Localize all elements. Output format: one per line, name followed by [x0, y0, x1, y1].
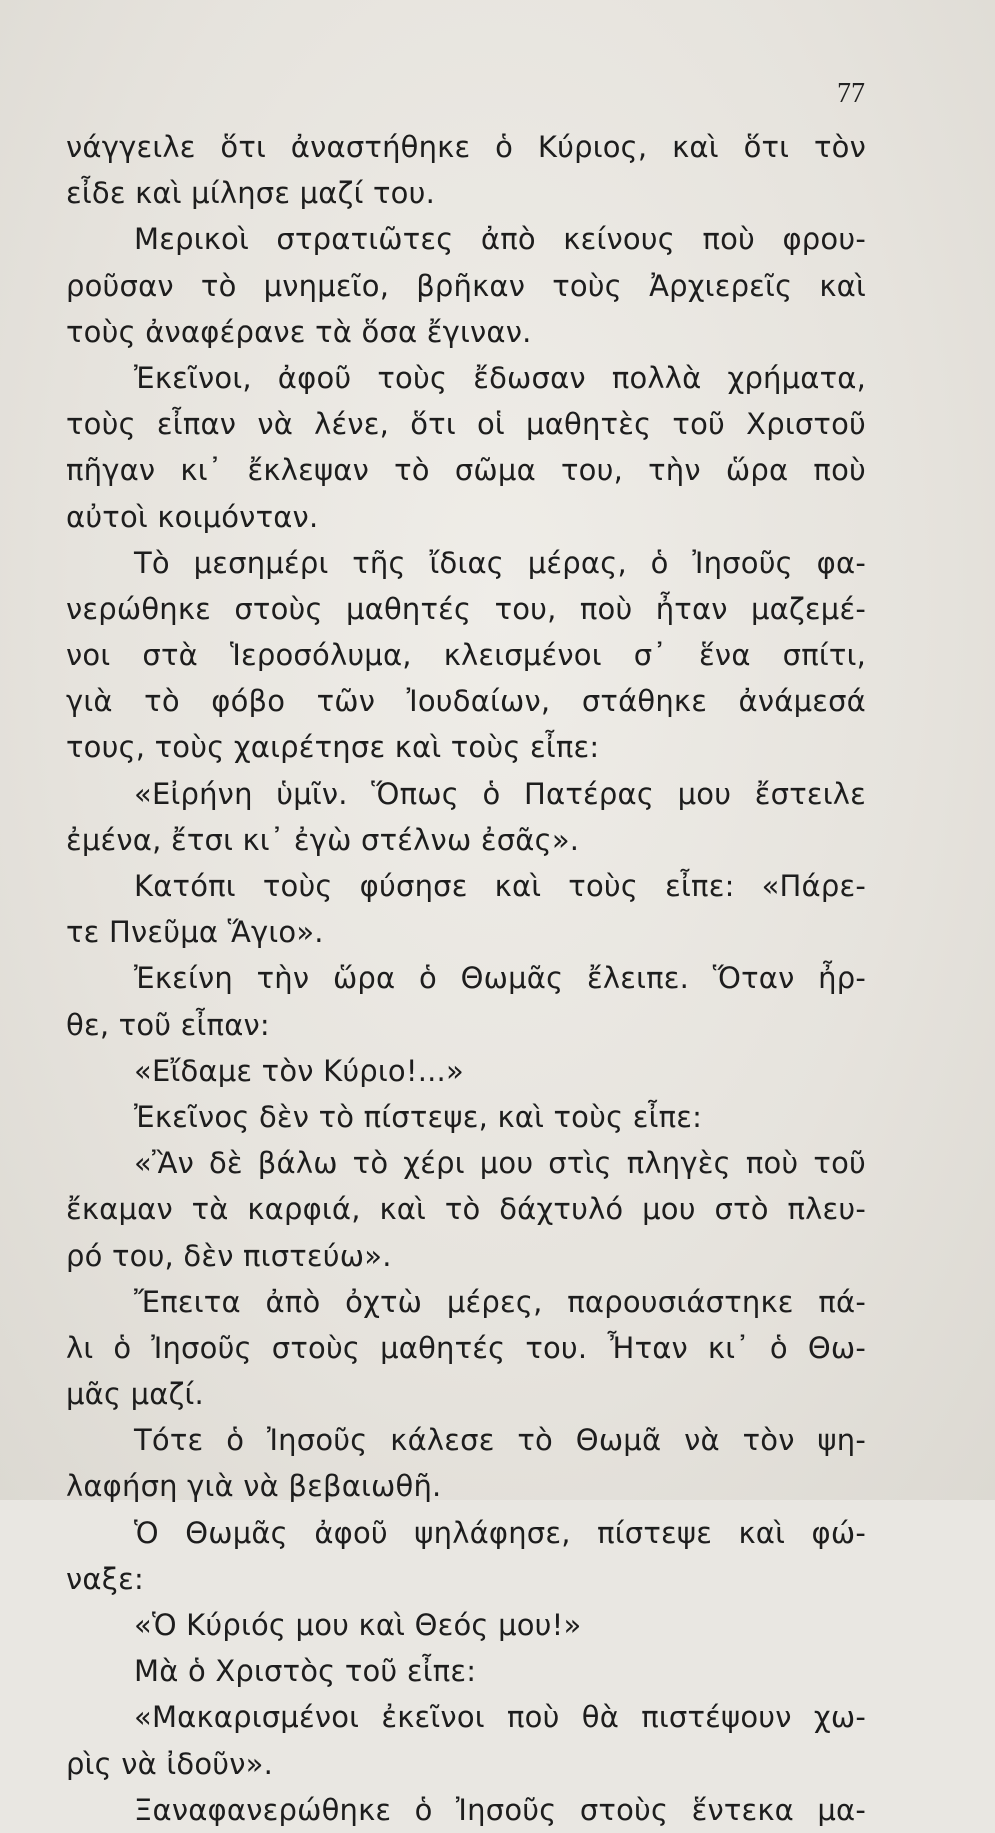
text-line: Ὁ Θωμᾶς ἀφοῦ ψηλάφησε, πίστεψε καὶ φώ- [134, 1515, 866, 1550]
page-number: 77 [837, 78, 865, 109]
text-line: λαφήση γιὰ νὰ βεβαιωθῆ. [66, 1469, 442, 1504]
text-line: νερώθηκε στοὺς μαθητές του, ποὺ ἦταν μαζεμέ- [66, 591, 866, 626]
text-line: τε Πνεῦμα Ἅγιο». [66, 915, 324, 950]
text-line: Ξαναφανερώθηκε ὁ Ἰησοῦς στοὺς ἕντεκα μα- [134, 1792, 866, 1827]
text-line: «Μακαρισμένοι ἐκεῖνοι ποὺ θὰ πιστέψουν χω- [134, 1700, 866, 1735]
text-line: Ἔπειτα ἀπὸ ὀχτὼ μέρες, παρουσιάστηκε πά- [134, 1284, 866, 1319]
text-line: ναξε: [66, 1561, 144, 1596]
text-line: Ἐκεῖνοι, ἀφοῦ τοὺς ἔδωσαν πολλὰ χρήματα, [134, 360, 866, 395]
text-line: γιὰ τὸ φόβο τῶν Ἰουδαίων, στάθηκε ἀνάμεσά [66, 684, 866, 719]
text-line: Ἐκεῖνος δὲν τὸ πίστεψε, καὶ τοὺς εἶπε: [134, 1099, 703, 1134]
text-line: ρό του, δὲν πιστεύω». [66, 1238, 392, 1273]
text-line: ἐμένα, ἔτσι κι᾽ ἐγὼ στέλνω ἐσᾶς». [66, 822, 580, 857]
text-line: Μὰ ὁ Χριστὸς τοῦ εἶπε: [134, 1654, 477, 1689]
text-line: «Ὁ Κύριός μου καὶ Θεός μου!» [134, 1608, 582, 1642]
text-line: θε, τοῦ εἶπαν: [66, 1007, 270, 1042]
text-line: «Εἰρήνη ὑμῖν. Ὅπως ὁ Πατέρας μου ἔστειλε [134, 776, 866, 811]
text-line: Μερικοὶ στρατιῶτες ἀπὸ κείνους ποὺ φρου- [134, 222, 866, 257]
text-line: ἔκαμαν τὰ καρφιά, καὶ τὸ δάχτυλό μου στὸ πλευ- [66, 1192, 866, 1227]
text-line: τους, τοὺς χαιρέτησε καὶ τοὺς εἶπε: [66, 730, 600, 765]
text-line: ρὶς νὰ ἰδοῦν». [66, 1746, 274, 1781]
text-line: Τότε ὁ Ἰησοῦς κάλεσε τὸ Θωμᾶ νὰ τὸν ψη- [134, 1423, 866, 1458]
text-line: πῆγαν κι᾽ ἔκλεψαν τὸ σῶμα του, τὴν ὥρα ποὺ [66, 453, 866, 488]
text-line: Κατόπι τοὺς φύσησε καὶ τοὺς εἶπε: «Πάρε- [134, 869, 866, 903]
text-line: νάγγειλε ὅτι ἀναστήθηκε ὁ Κύριος, καὶ ὅτι τὸν [66, 130, 866, 164]
text-line: «Ἂν δὲ βάλω τὸ χέρι μου στὶς πληγὲς ποὺ τοῦ [134, 1146, 866, 1181]
text-line: μᾶς μαζί. [66, 1377, 204, 1412]
text-line: «Εἴδαμε τὸν Κύριο!...» [134, 1053, 464, 1088]
text-line: νοι στὰ Ἱεροσόλυμα, κλεισμένοι σ᾽ ἕνα σπίτι, [66, 638, 866, 673]
text-line: ροῦσαν τὸ μνημεῖο, βρῆκαν τοὺς Ἀρχιερεῖς καὶ [66, 268, 866, 303]
text-line: τοὺς ἀναφέρανε τὰ ὅσα ἔγιναν. [66, 314, 532, 349]
text-line: λι ὁ Ἰησοῦς στοὺς μαθητές του. Ἦταν κι᾽ ὁ Θω- [66, 1330, 866, 1365]
text-line: αὐτοὶ κοιμόνταν. [66, 499, 319, 534]
text-line: τοὺς εἶπαν νὰ λένε, ὅτι οἱ μαθητὲς τοῦ Χριστοῦ [66, 407, 866, 442]
text-line: Ἐκείνη τὴν ὥρα ὁ Θωμᾶς ἔλειπε. Ὅταν ἦρ- [134, 961, 866, 996]
text-line: εἶδε καὶ μίλησε μαζί του. [66, 176, 436, 211]
body-text [66, 124, 866, 1833]
text-line: Τὸ μεσημέρι τῆς ἴδιας μέρας, ὁ Ἰησοῦς φα- [134, 545, 866, 580]
